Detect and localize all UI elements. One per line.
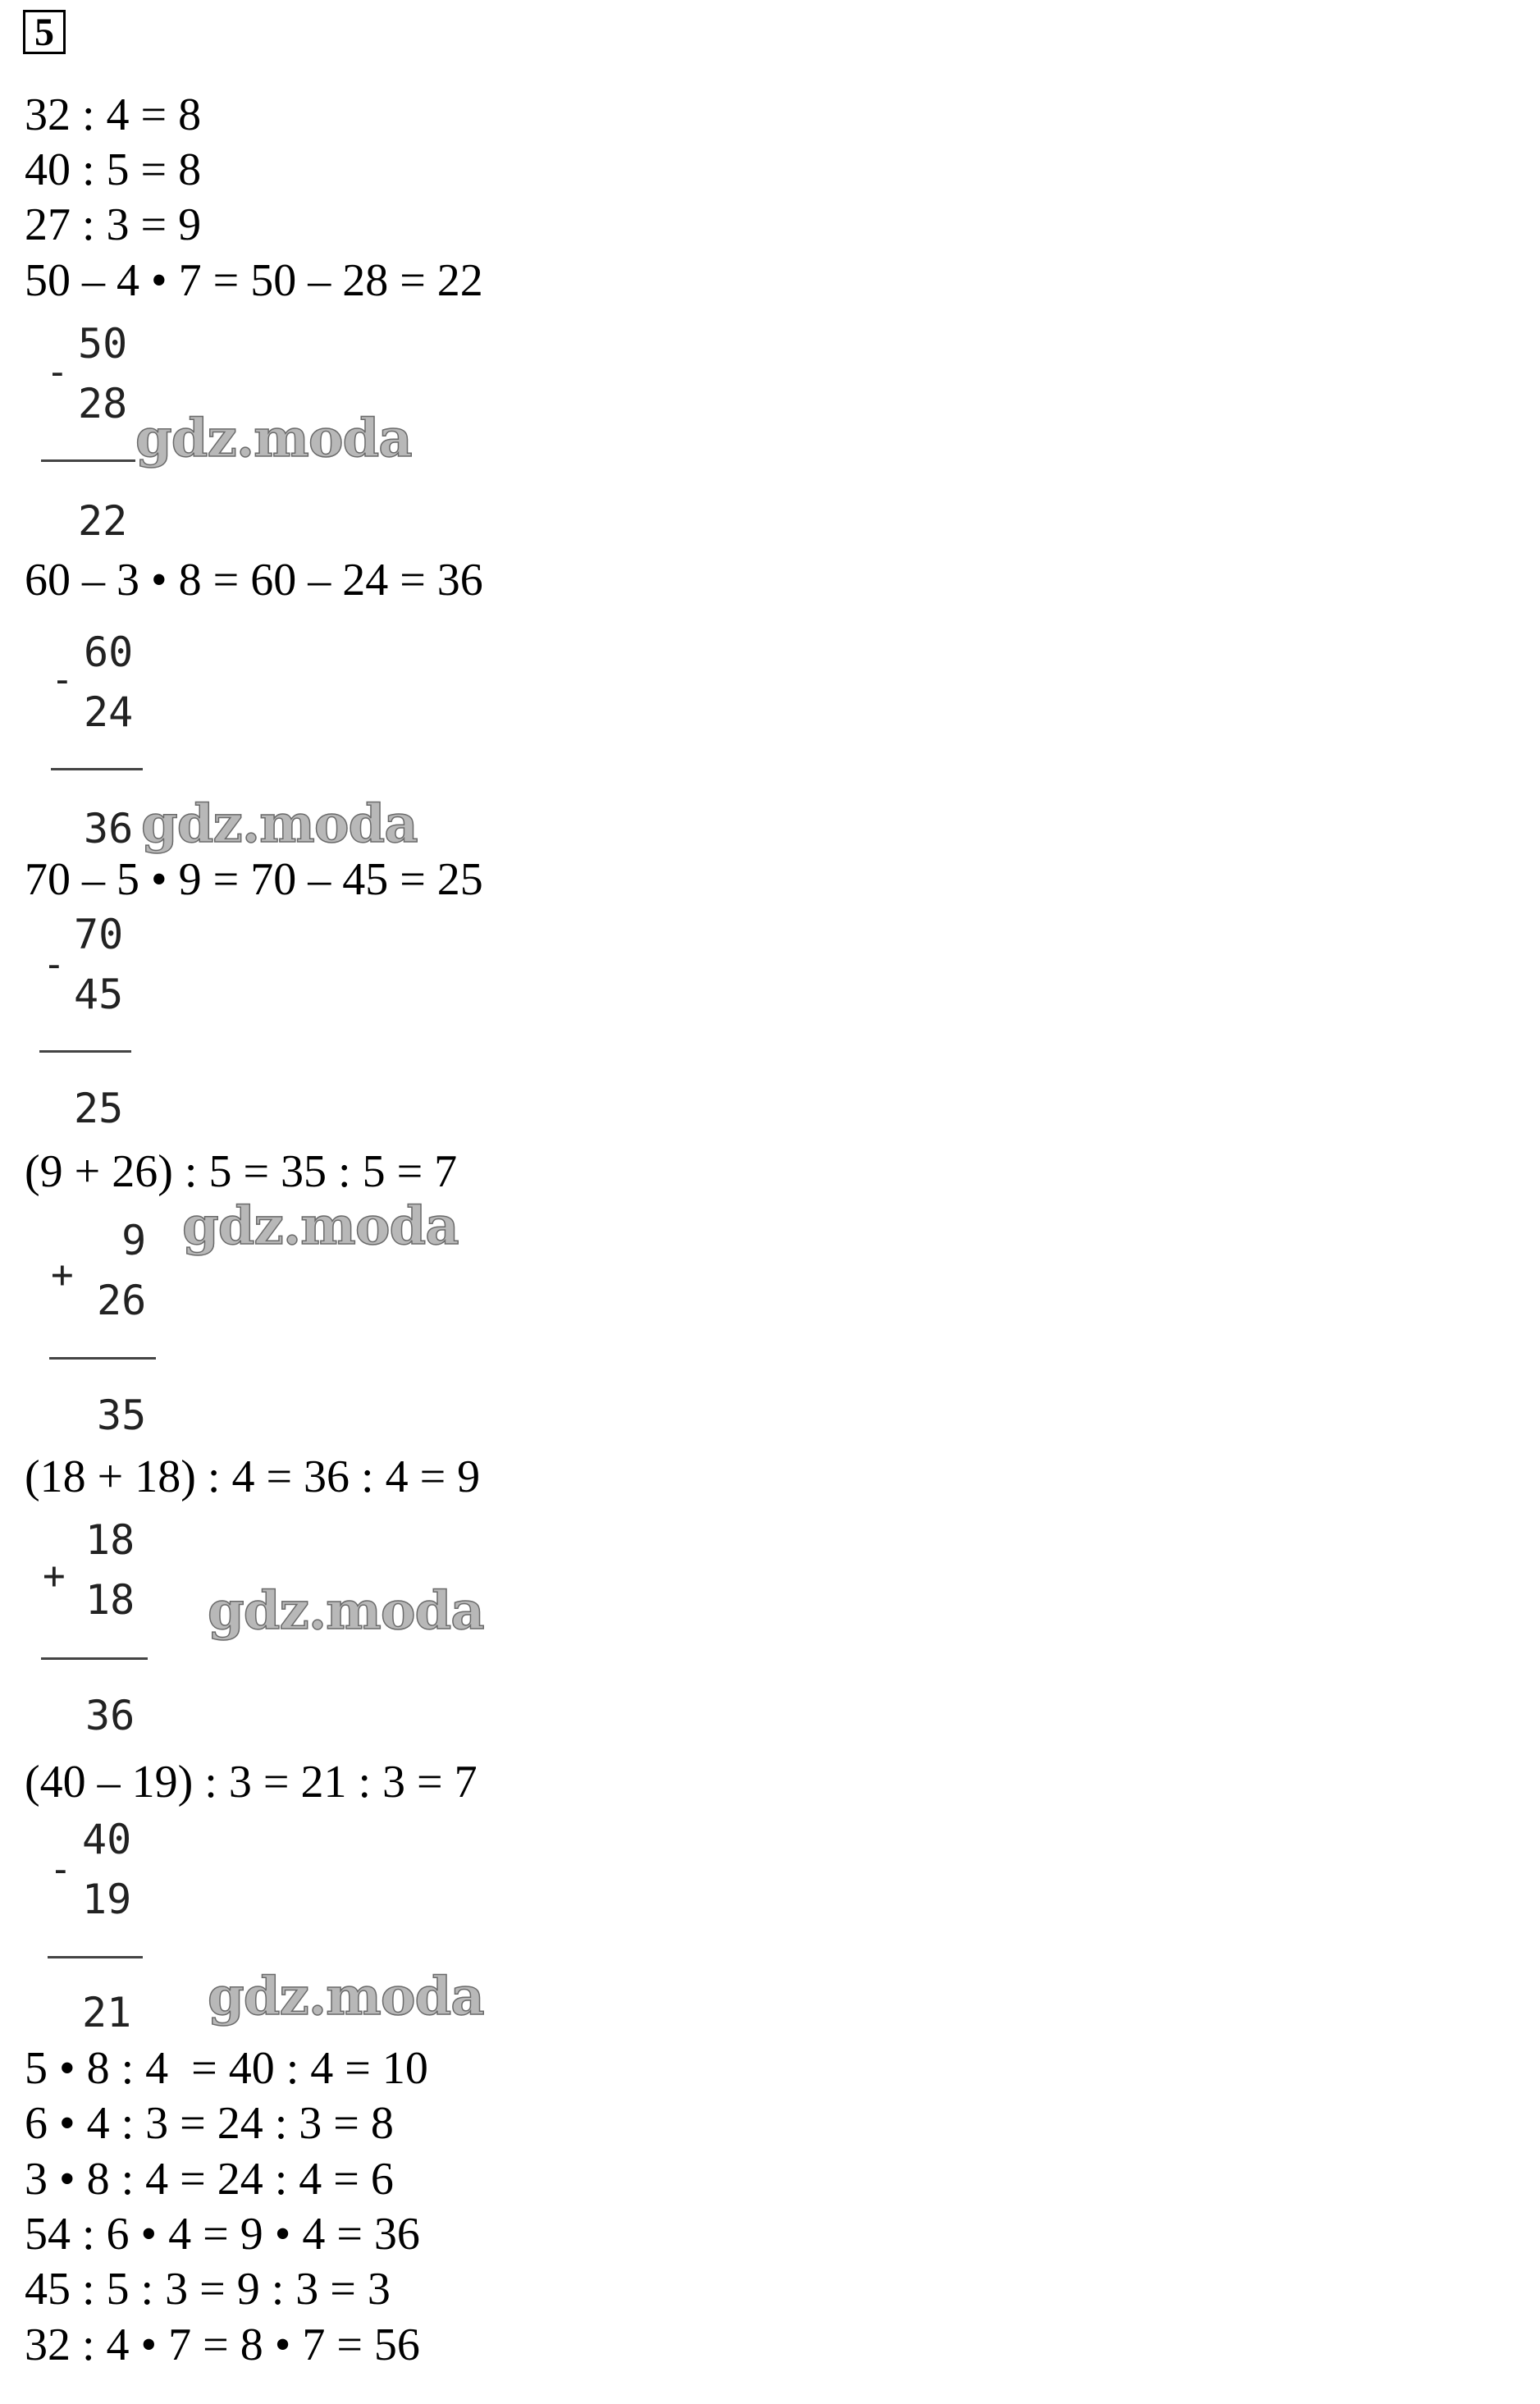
equation-line: 40 : 5 = 8	[25, 144, 202, 195]
column-top-number: 50	[78, 320, 128, 368]
column-top-number: 40	[82, 1816, 132, 1863]
watermark: gdz.moda	[208, 1966, 484, 2027]
column-top-number: 9	[97, 1217, 147, 1264]
equation-line: 5 • 8 : 4 = 40 : 4 = 10	[25, 2043, 428, 2094]
column-rule	[41, 1657, 148, 1660]
column-sign: +	[51, 1252, 74, 1296]
column-result: 36	[85, 1692, 135, 1739]
column-rule	[41, 459, 135, 462]
column-sign: -	[46, 350, 69, 394]
equation-line: 27 : 3 = 9	[25, 199, 202, 250]
column-sign: -	[51, 657, 74, 702]
equation-line: (40 – 19) : 3 = 21 : 3 = 7	[25, 1757, 478, 1808]
equation-line: 54 : 6 • 4 = 9 • 4 = 36	[25, 2209, 420, 2260]
equation-line: (9 + 26) : 5 = 35 : 5 = 7	[25, 1146, 458, 1197]
equation-line: 32 : 4 • 7 = 8 • 7 = 56	[25, 2319, 420, 2370]
column-result: 22	[78, 497, 128, 545]
equation-line: 60 – 3 • 8 = 60 – 24 = 36	[25, 555, 483, 606]
column-rule	[48, 1956, 143, 1958]
column-bottom-number: 19	[82, 1876, 132, 1923]
watermark: gdz.moda	[182, 1195, 459, 1257]
column-result: 35	[97, 1392, 147, 1439]
column-bottom-number: 28	[78, 380, 128, 427]
watermark: gdz.moda	[135, 408, 412, 469]
watermark: gdz.moda	[141, 793, 418, 855]
equation-line: 70 – 5 • 9 = 70 – 45 = 25	[25, 854, 483, 905]
equation-line: 6 • 4 : 3 = 24 : 3 = 8	[25, 2098, 394, 2149]
equation-line: (18 + 18) : 4 = 36 : 4 = 9	[25, 1451, 481, 1502]
task-number-box: 5	[23, 10, 66, 54]
column-top-number: 70	[74, 911, 124, 958]
equation-line: 3 • 8 : 4 = 24 : 4 = 6	[25, 2154, 394, 2205]
column-sign: -	[49, 1847, 72, 1891]
column-rule	[49, 1357, 156, 1360]
watermark: gdz.moda	[208, 1580, 484, 1642]
column-sign: -	[43, 942, 66, 986]
column-result: 36	[84, 805, 134, 852]
column-top-number: 60	[84, 628, 134, 676]
column-bottom-number: 24	[84, 688, 134, 736]
column-top-number: 18	[85, 1516, 135, 1564]
column-bottom-number: 18	[85, 1576, 135, 1624]
column-sign: +	[43, 1553, 66, 1597]
equation-line: 32 : 4 = 8	[25, 89, 202, 140]
column-result: 25	[74, 1085, 124, 1132]
equation-line: 45 : 5 : 3 = 9 : 3 = 3	[25, 2264, 391, 2315]
column-rule	[51, 768, 143, 770]
column-result: 21	[82, 1989, 132, 2036]
column-bottom-number: 26	[97, 1277, 147, 1324]
column-bottom-number: 45	[74, 971, 124, 1018]
equation-line: 50 – 4 • 7 = 50 – 28 = 22	[25, 255, 483, 306]
column-rule	[39, 1050, 131, 1053]
